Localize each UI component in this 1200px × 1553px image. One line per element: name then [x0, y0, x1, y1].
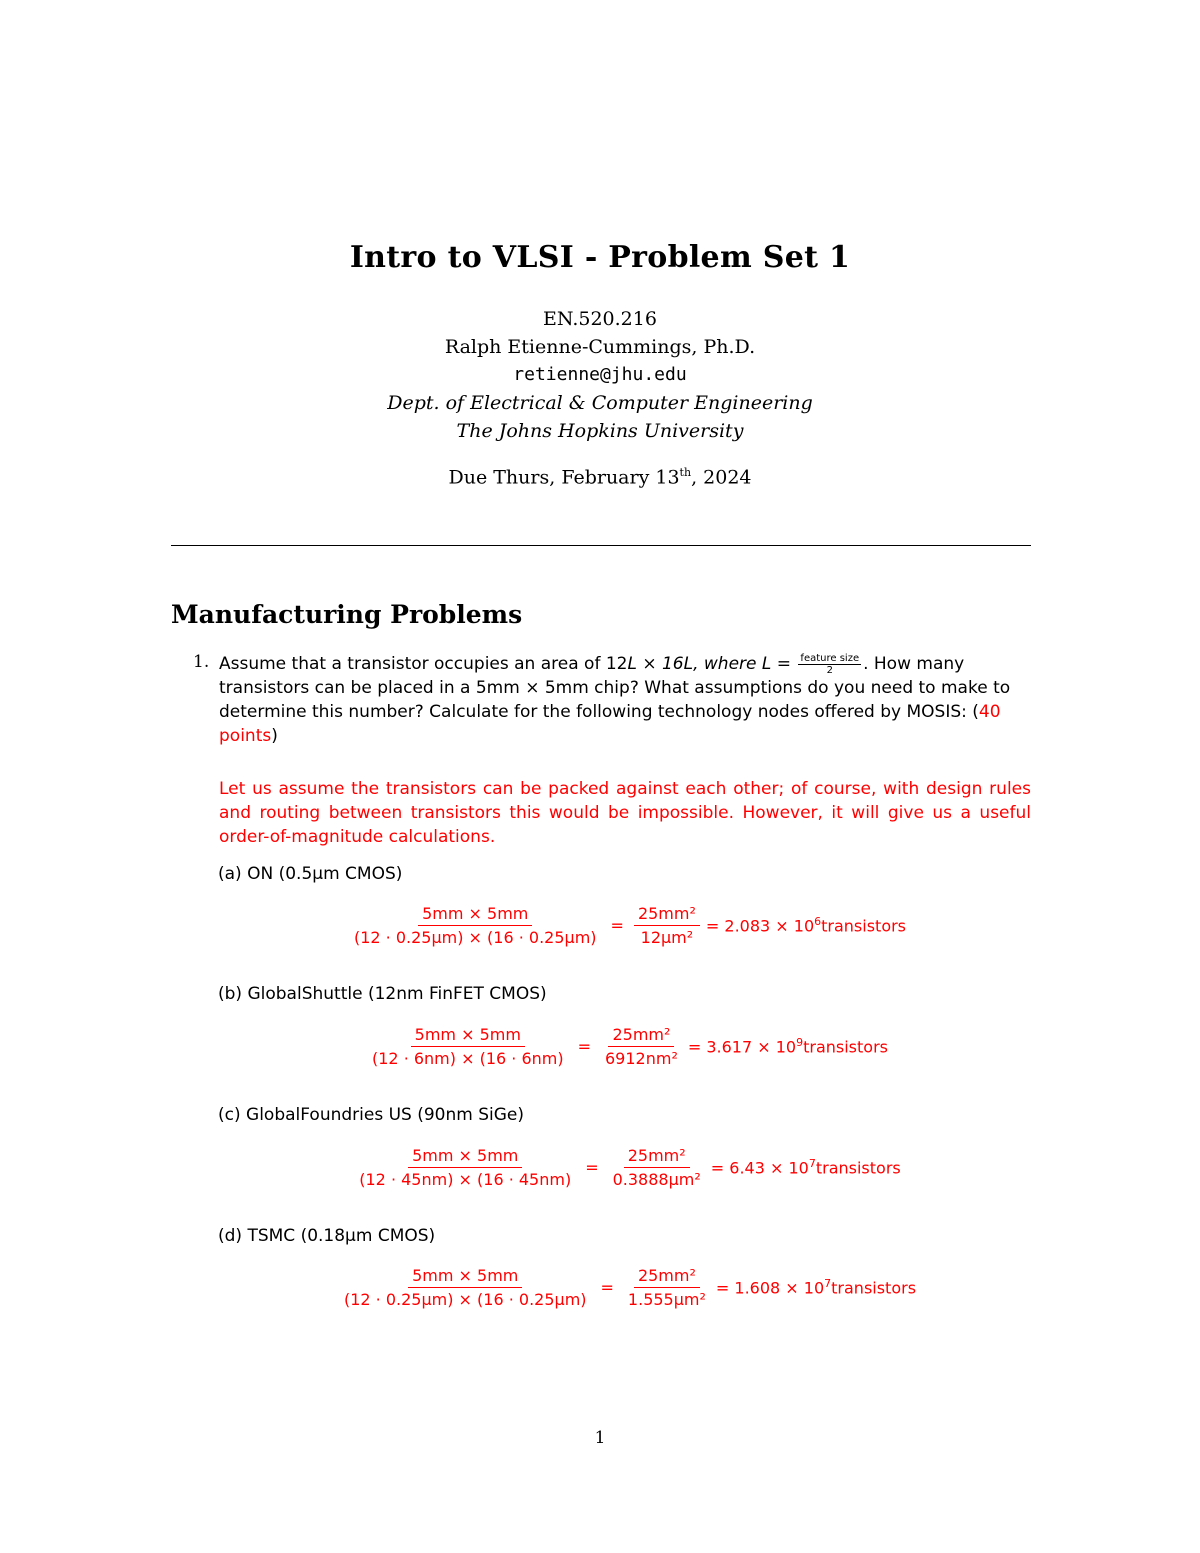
author-email: retienne@jhu.edu: [513, 364, 687, 385]
problem-line-1a: Assume that a transistor occupies an area of 12: [219, 654, 628, 674]
problem-line-1: [219, 652, 1031, 676]
problem-line-1c: . How many: [863, 654, 965, 674]
part-a-num1: 5mm × 5mm: [418, 904, 532, 926]
part-b-fraction-1: [368, 1025, 568, 1068]
problem-line-1b: L × 16L, where L =: [627, 654, 797, 674]
equals-sign: =: [610, 916, 624, 935]
due-sup: th: [679, 466, 692, 479]
part-a-result: [706, 915, 906, 935]
part-c-result-unit: transistors: [815, 1158, 901, 1178]
part-d-fraction-1: [340, 1266, 591, 1309]
part-d-equation: [219, 1266, 1031, 1309]
part-d-den2: 1.555µm²: [627, 1290, 706, 1309]
page-title: Intro to VLSI - Problem Set 1: [349, 240, 851, 275]
problem-line-3: [219, 700, 1031, 724]
part-b-den2: 6912nm²: [605, 1049, 678, 1068]
part-a-result-exp: 6: [814, 915, 822, 929]
equals-sign: =: [585, 1158, 599, 1177]
part-d-den1: (12 · 0.25µm) × (16 · 0.25µm): [343, 1290, 587, 1309]
part-b-result-base: = 3.617 × 10: [687, 1037, 797, 1057]
due-date: [0, 466, 1200, 488]
feature-size-fraction: [798, 653, 861, 676]
points-value: 40: [978, 702, 1001, 722]
part-c-den1: (12 · 45nm) × (16 · 45nm): [359, 1170, 572, 1189]
due-prefix: Due Thurs, February 13: [448, 466, 680, 489]
part-c-num1: 5mm × 5mm: [408, 1146, 522, 1168]
part-a-num2: 25mm²: [634, 904, 700, 926]
part-d-result-base: = 1.608 × 10: [715, 1278, 825, 1298]
problem-line-2: transistors can be placed in a 5mm × 5mm chip? What assumptions do you need to make to: [219, 678, 1011, 698]
problem-line-3-text: determine this number? Calculate for the following technology nodes offered by MOSIS: (: [219, 702, 979, 722]
course-code: EN.520.216: [543, 308, 657, 330]
part-d-result: [716, 1277, 916, 1297]
part-b-equation: [219, 1025, 1031, 1068]
part-d-label: (d) TSMC (0.18µm CMOS): [218, 1226, 436, 1246]
horizontal-rule: [171, 545, 1031, 546]
equals-sign: =: [600, 1278, 614, 1297]
fraction-denominator: 2: [826, 664, 833, 676]
problem-line-4: [219, 724, 1031, 748]
part-d-result-exp: 7: [824, 1277, 832, 1291]
part-b-result-unit: transistors: [803, 1037, 888, 1057]
part-a-result-unit: transistors: [821, 916, 907, 936]
part-c-fraction-1: [355, 1146, 575, 1189]
part-a-label: (a) ON (0.5µm CMOS): [218, 864, 403, 884]
section-heading: Manufacturing Problems: [171, 600, 523, 629]
part-c-label: (c) GlobalFoundries US (90nm SiGe): [218, 1105, 525, 1125]
part-a-result-base: = 2.083 × 10: [705, 916, 815, 936]
part-d-result-unit: transistors: [831, 1278, 917, 1298]
part-b-label: (b) GlobalShuttle (12nm FinFET CMOS): [218, 984, 547, 1004]
part-c-den2: 0.3888µm²: [612, 1170, 701, 1189]
part-a-den1: (12 · 0.25µm) × (16 · 0.25µm): [353, 928, 597, 947]
part-c-fraction-2: [609, 1146, 705, 1189]
problem-statement: [219, 652, 1031, 748]
part-b-den1: (12 · 6nm) × (16 · 6nm): [372, 1049, 564, 1068]
part-b-num1: 5mm × 5mm: [411, 1025, 525, 1047]
part-c-result: [711, 1157, 901, 1177]
department: Dept. of Electrical & Computer Engineering: [387, 392, 813, 414]
points-close: ): [271, 726, 278, 746]
university: The Johns Hopkins University: [456, 420, 744, 442]
page-number: 1: [594, 1428, 606, 1448]
part-a-fraction-1: [350, 904, 601, 947]
part-c-result-base: = 6.43 × 10: [710, 1158, 809, 1178]
part-b-result: [688, 1036, 888, 1056]
part-b-num2: 25mm²: [608, 1025, 674, 1047]
part-c-equation: [219, 1146, 1031, 1189]
part-b-result-exp: 9: [796, 1036, 804, 1050]
part-a-fraction-2: [634, 904, 700, 947]
part-c-result-exp: 7: [808, 1157, 816, 1171]
problem-number: 1.: [193, 652, 210, 672]
due-suffix: , 2024: [691, 466, 752, 489]
answer-paragraph: Let us assume the transistors can be packed against each other; of course, with design rules and routing between transistors this would be impossible. However, it will give us a useful order-of-magnitude calculations.: [219, 779, 1031, 847]
part-d-fraction-2: [624, 1266, 710, 1309]
part-c-num2: 25mm²: [624, 1146, 690, 1168]
part-b-fraction-2: [601, 1025, 682, 1068]
part-a-den2: 12µm²: [640, 928, 694, 947]
part-d-num2: 25mm²: [634, 1266, 700, 1288]
fraction-numerator: feature size: [800, 652, 860, 664]
points-label: points: [219, 726, 272, 746]
part-a-equation: [219, 904, 1031, 947]
equals-sign: =: [577, 1037, 591, 1056]
part-d-num1: 5mm × 5mm: [408, 1266, 522, 1288]
author-name: Ralph Etienne-Cummings, Ph.D.: [444, 336, 756, 358]
